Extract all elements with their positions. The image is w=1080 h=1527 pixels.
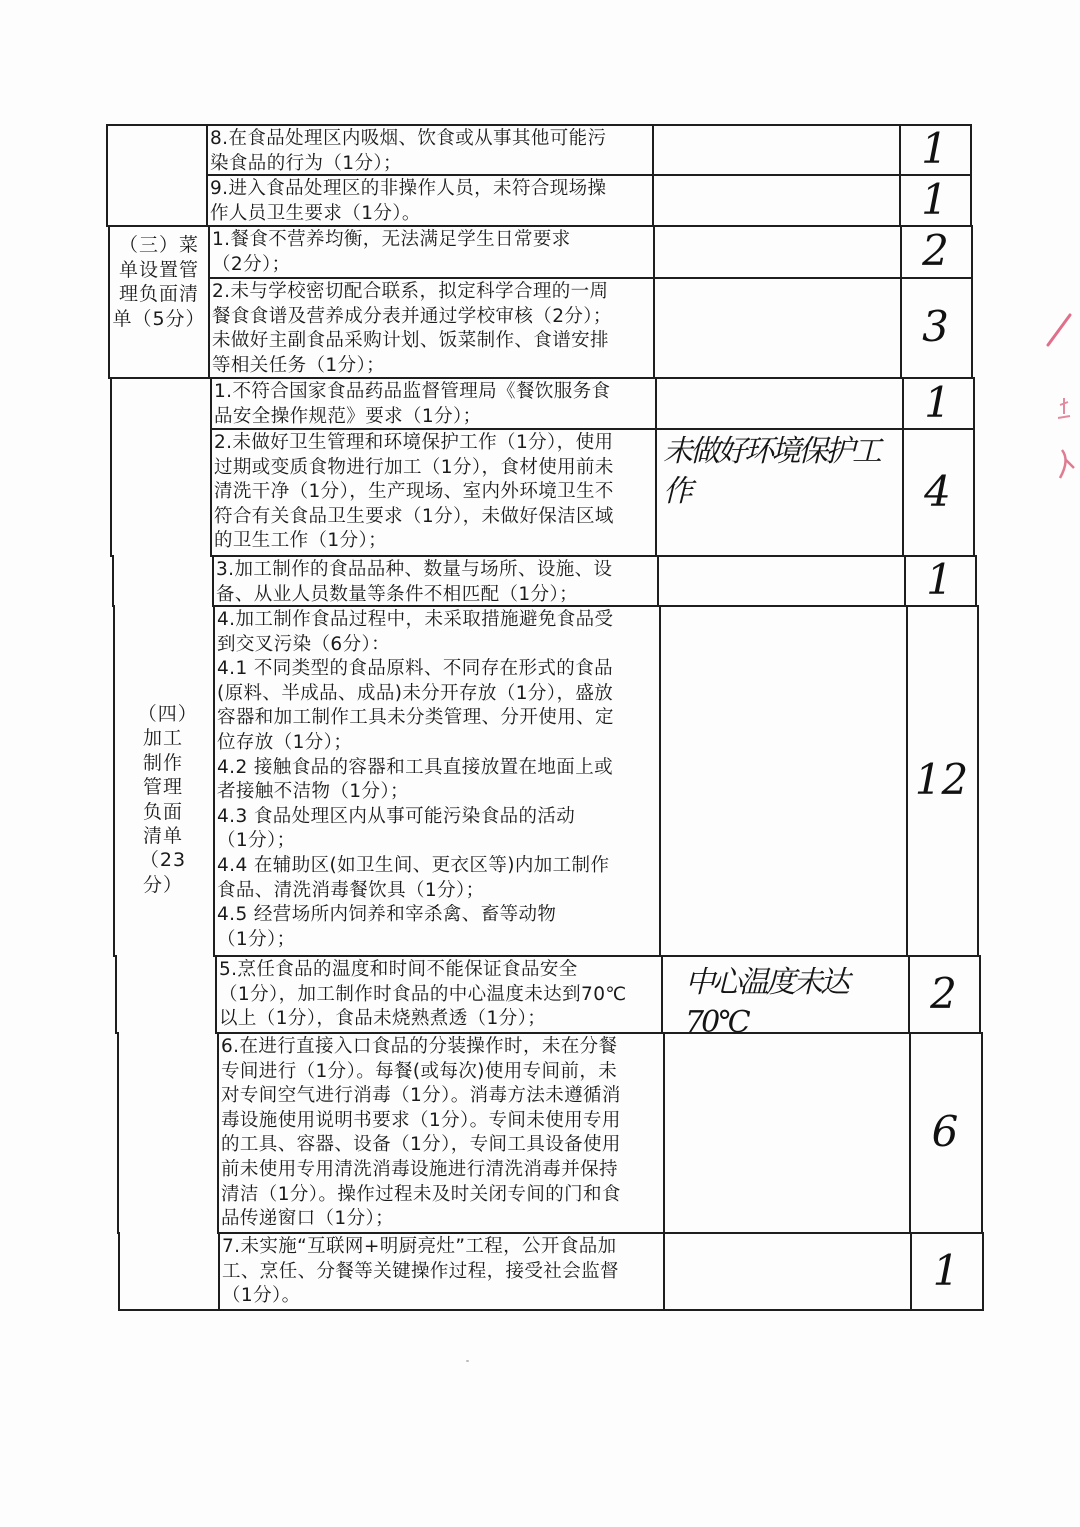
item-text-line: 位存放（1分）；: [217, 731, 353, 753]
table-rule: [971, 277, 973, 379]
handwritten-score: 1: [926, 555, 953, 604]
table-rule: [215, 955, 217, 1034]
item-text-line: 4.3 食品处理区内从事可能污染食品的活动: [217, 805, 576, 827]
item-text-line: 者接触不洁物（1分）；: [217, 781, 409, 803]
category-menu-management: （三）菜单设置管理负面清单（5分）: [112, 234, 206, 330]
item-text-line: 等相关任务（1分）；: [212, 354, 386, 376]
item-text-line: 容器和加工制作工具未分类管理、分开使用、定: [217, 707, 614, 729]
table-rule: [213, 605, 979, 607]
item-text-line: 品传递窗口（1分）；: [221, 1208, 395, 1230]
table-rule: [655, 377, 657, 430]
item-text-line: （1分）。: [222, 1285, 301, 1307]
item-text-line: 未做好主副食品采购计划、饭菜制作、食谱安排: [212, 330, 609, 352]
handwritten-score: 2: [922, 226, 949, 275]
item-text-line: 清洁（1分）。操作过程未及时关闭专间的门和食: [221, 1183, 621, 1205]
checklist-item-11: [222, 1235, 661, 1309]
item-text-line: 染食品的行为（1分）；: [210, 152, 402, 174]
item-text-line: 前未使用专用清洗消毒设施进行清洗消毒并保持: [221, 1158, 618, 1180]
item-text-line: 4.2 接触食品的容器和工具直接放置在地面上或: [217, 756, 614, 778]
table-rule: [973, 428, 975, 557]
handwritten-score: 1: [924, 377, 951, 427]
table-rule: [973, 377, 975, 430]
item-text-line: 2.未与学校密切配合联系，拟定科学合理的一周: [212, 281, 609, 302]
item-text-line: 5.烹任食品的温度和时间不能保证食品安全: [219, 959, 578, 980]
table-rule: [213, 605, 215, 957]
table-rule: [977, 605, 979, 957]
table-rule: [118, 1309, 984, 1311]
table-rule: [206, 174, 972, 176]
handwritten-score: 1: [921, 174, 948, 224]
handwritten-score: 1: [932, 1245, 960, 1295]
item-text-line: 4.5 经营场所内饲养和宰杀禽、畜等动物: [217, 904, 557, 926]
item-text-line: 4.加工制作食品过程中，未采取措施避免食品受: [217, 609, 614, 630]
item-text-line: (原料、半成品、成品)未分开存放（1分），盛放: [217, 682, 614, 704]
table-rule: [112, 555, 114, 607]
table-rule: [657, 555, 659, 607]
table-rule: [113, 605, 115, 957]
table-rule: [212, 555, 977, 557]
item-text-line: 以上（1分），食品未烧熟煮透（1分）；: [219, 1008, 547, 1030]
table-rule: [215, 955, 981, 957]
table-rule: [110, 377, 112, 430]
handwritten-score: 2: [930, 968, 957, 1018]
item-text-line: 的卫生工作（1分）；: [214, 530, 388, 552]
table-rule: [208, 277, 973, 279]
table-rule: [108, 277, 110, 379]
item-text-line: 6.在进行直接入口食品的分装操作时，未在分餐: [221, 1036, 618, 1057]
table-rule: [208, 277, 210, 379]
checklist-item-8: [217, 608, 657, 955]
handwritten-score: 12: [914, 755, 969, 804]
table-rule: [210, 377, 212, 430]
item-text-line: 符合有关食品卫生要求（1分），未做好保洁区域: [214, 505, 614, 527]
handwritten-score: 4: [924, 466, 951, 516]
table-rule: [106, 174, 108, 227]
item-text-line: 7.未实施“互联网+明厨亮灶”工程，公开食品加: [222, 1236, 617, 1257]
table-rule: [975, 555, 977, 607]
table-rule: [971, 225, 973, 279]
item-text-line: 1.餐食不营养均衡，无法满足学生日常要求: [212, 229, 571, 250]
handwritten-score: 1: [921, 124, 948, 173]
item-text-line: 清洗干净（1分），生产现场、室内外环境卫生不: [214, 481, 614, 503]
table-rule: [661, 955, 663, 1034]
item-text-line: 餐食食谱及营养成分表并通过学校审核（2分）；: [212, 305, 612, 327]
item-text-line: 4.4 在辅助区(如卫生间、更衣区等)内加工制作: [217, 854, 610, 876]
category-processing-management: （四）加工制作管理负面清单（23分）: [137, 703, 189, 896]
item-text-line: （1分），加工制作时食品的中心温度未达到70℃: [219, 983, 627, 1005]
item-text-line: 品安全操作规范》要求（1分）；: [214, 405, 482, 427]
checklist-item-4: [212, 280, 651, 377]
item-text-line: 过期或变质食物进行加工（1分），食材使用前未: [214, 456, 614, 478]
table-rule: [106, 124, 108, 176]
table-rule: [110, 428, 112, 557]
checklist-item-3: [212, 228, 651, 277]
table-rule: [982, 1232, 984, 1311]
table-rule: [652, 174, 654, 227]
table-rule: [210, 428, 975, 430]
table-rule: [218, 1232, 984, 1234]
item-text-line: （1分）；: [217, 928, 296, 950]
item-text-line: 备、从业人员数量等条件不相匹配（1分）；: [216, 583, 579, 605]
table-rule: [217, 1032, 219, 1234]
item-text-line: 4.1 不同类型的食品原料、不同存在形式的食品: [217, 658, 614, 680]
item-text-line: （1分）；: [217, 830, 296, 852]
table-rule: [206, 124, 208, 176]
item-text-line: 9.进入食品处理区的非操作人员，未符合现场操: [210, 178, 607, 199]
red-seal-stamp-fragment: [1040, 310, 1080, 500]
checklist-item-10: [221, 1035, 661, 1232]
table-rule: [970, 174, 972, 227]
table-rule: [979, 955, 981, 1034]
checklist-item-9: [219, 958, 659, 1032]
table-rule: [655, 428, 657, 557]
checklist-item-2: [210, 177, 650, 225]
checklist-item-7: [216, 558, 655, 605]
item-text-line: 到交叉污染（6分）：: [217, 633, 391, 655]
table-rule: [218, 1232, 220, 1311]
item-text-line: 食品、清洗消毒餐饮具（1分）；: [217, 879, 485, 901]
item-text-line: （2分）；: [212, 253, 291, 275]
table-rule: [652, 124, 654, 176]
table-rule: [663, 1232, 665, 1311]
table-rule: [653, 225, 655, 279]
handwritten-remark: 中心温度未达70℃: [685, 965, 847, 1040]
table-rule: [210, 428, 212, 557]
table-rule: [653, 277, 655, 379]
table-rule: [970, 124, 972, 176]
item-text-line: 毒设施使用说明书要求（1分）。专间未使用专用: [221, 1109, 621, 1131]
table-rule: [206, 174, 208, 227]
table-rule: [118, 1232, 120, 1311]
table-rule: [212, 555, 214, 607]
table-rule: [663, 1032, 665, 1234]
table-rule: [659, 605, 661, 957]
checklist-item-5: [214, 380, 653, 428]
item-text-line: 8.在食品处理区内吸烟、饮食或从事其他可能污: [210, 128, 607, 149]
handwritten-score: 6: [931, 1107, 959, 1156]
item-text-line: 作人员卫生要求（1分）。: [210, 202, 421, 224]
table-rule: [110, 377, 975, 379]
table-rule: [115, 955, 117, 1034]
table-rule: [108, 225, 973, 227]
item-text-line: 专间进行（1分）。每餐(或每次)使用专间前，未: [221, 1060, 618, 1082]
table-rule: [106, 124, 972, 126]
item-text-line: 2.未做好卫生管理和环境保护工作（1分），使用: [214, 432, 614, 453]
handwritten-score: 3: [922, 302, 949, 351]
scan-speck: [466, 1360, 469, 1362]
item-text-line: 3.加工制作的食品品种、数量与场所、设施、设: [216, 559, 613, 580]
item-text-line: 1.不符合国家食品药品监督管理局《餐饮服务食: [214, 381, 611, 402]
item-text-line: 工、烹任、分餐等关键操作过程，接受社会监督: [222, 1260, 619, 1282]
table-rule: [208, 225, 210, 279]
table-rule: [981, 1032, 983, 1234]
checklist-item-1: [210, 127, 650, 174]
item-text-line: 对专间空气进行消毒（1分）。消毒方法未遵循消: [221, 1085, 621, 1107]
checklist-item-6: [214, 431, 653, 555]
item-text-line: 的工具、容器、设备（1分），专间工具设备使用: [221, 1134, 621, 1156]
table-rule: [108, 225, 110, 279]
table-rule: [117, 1032, 119, 1234]
handwritten-remark: 未做好环境保护工作: [663, 434, 879, 509]
